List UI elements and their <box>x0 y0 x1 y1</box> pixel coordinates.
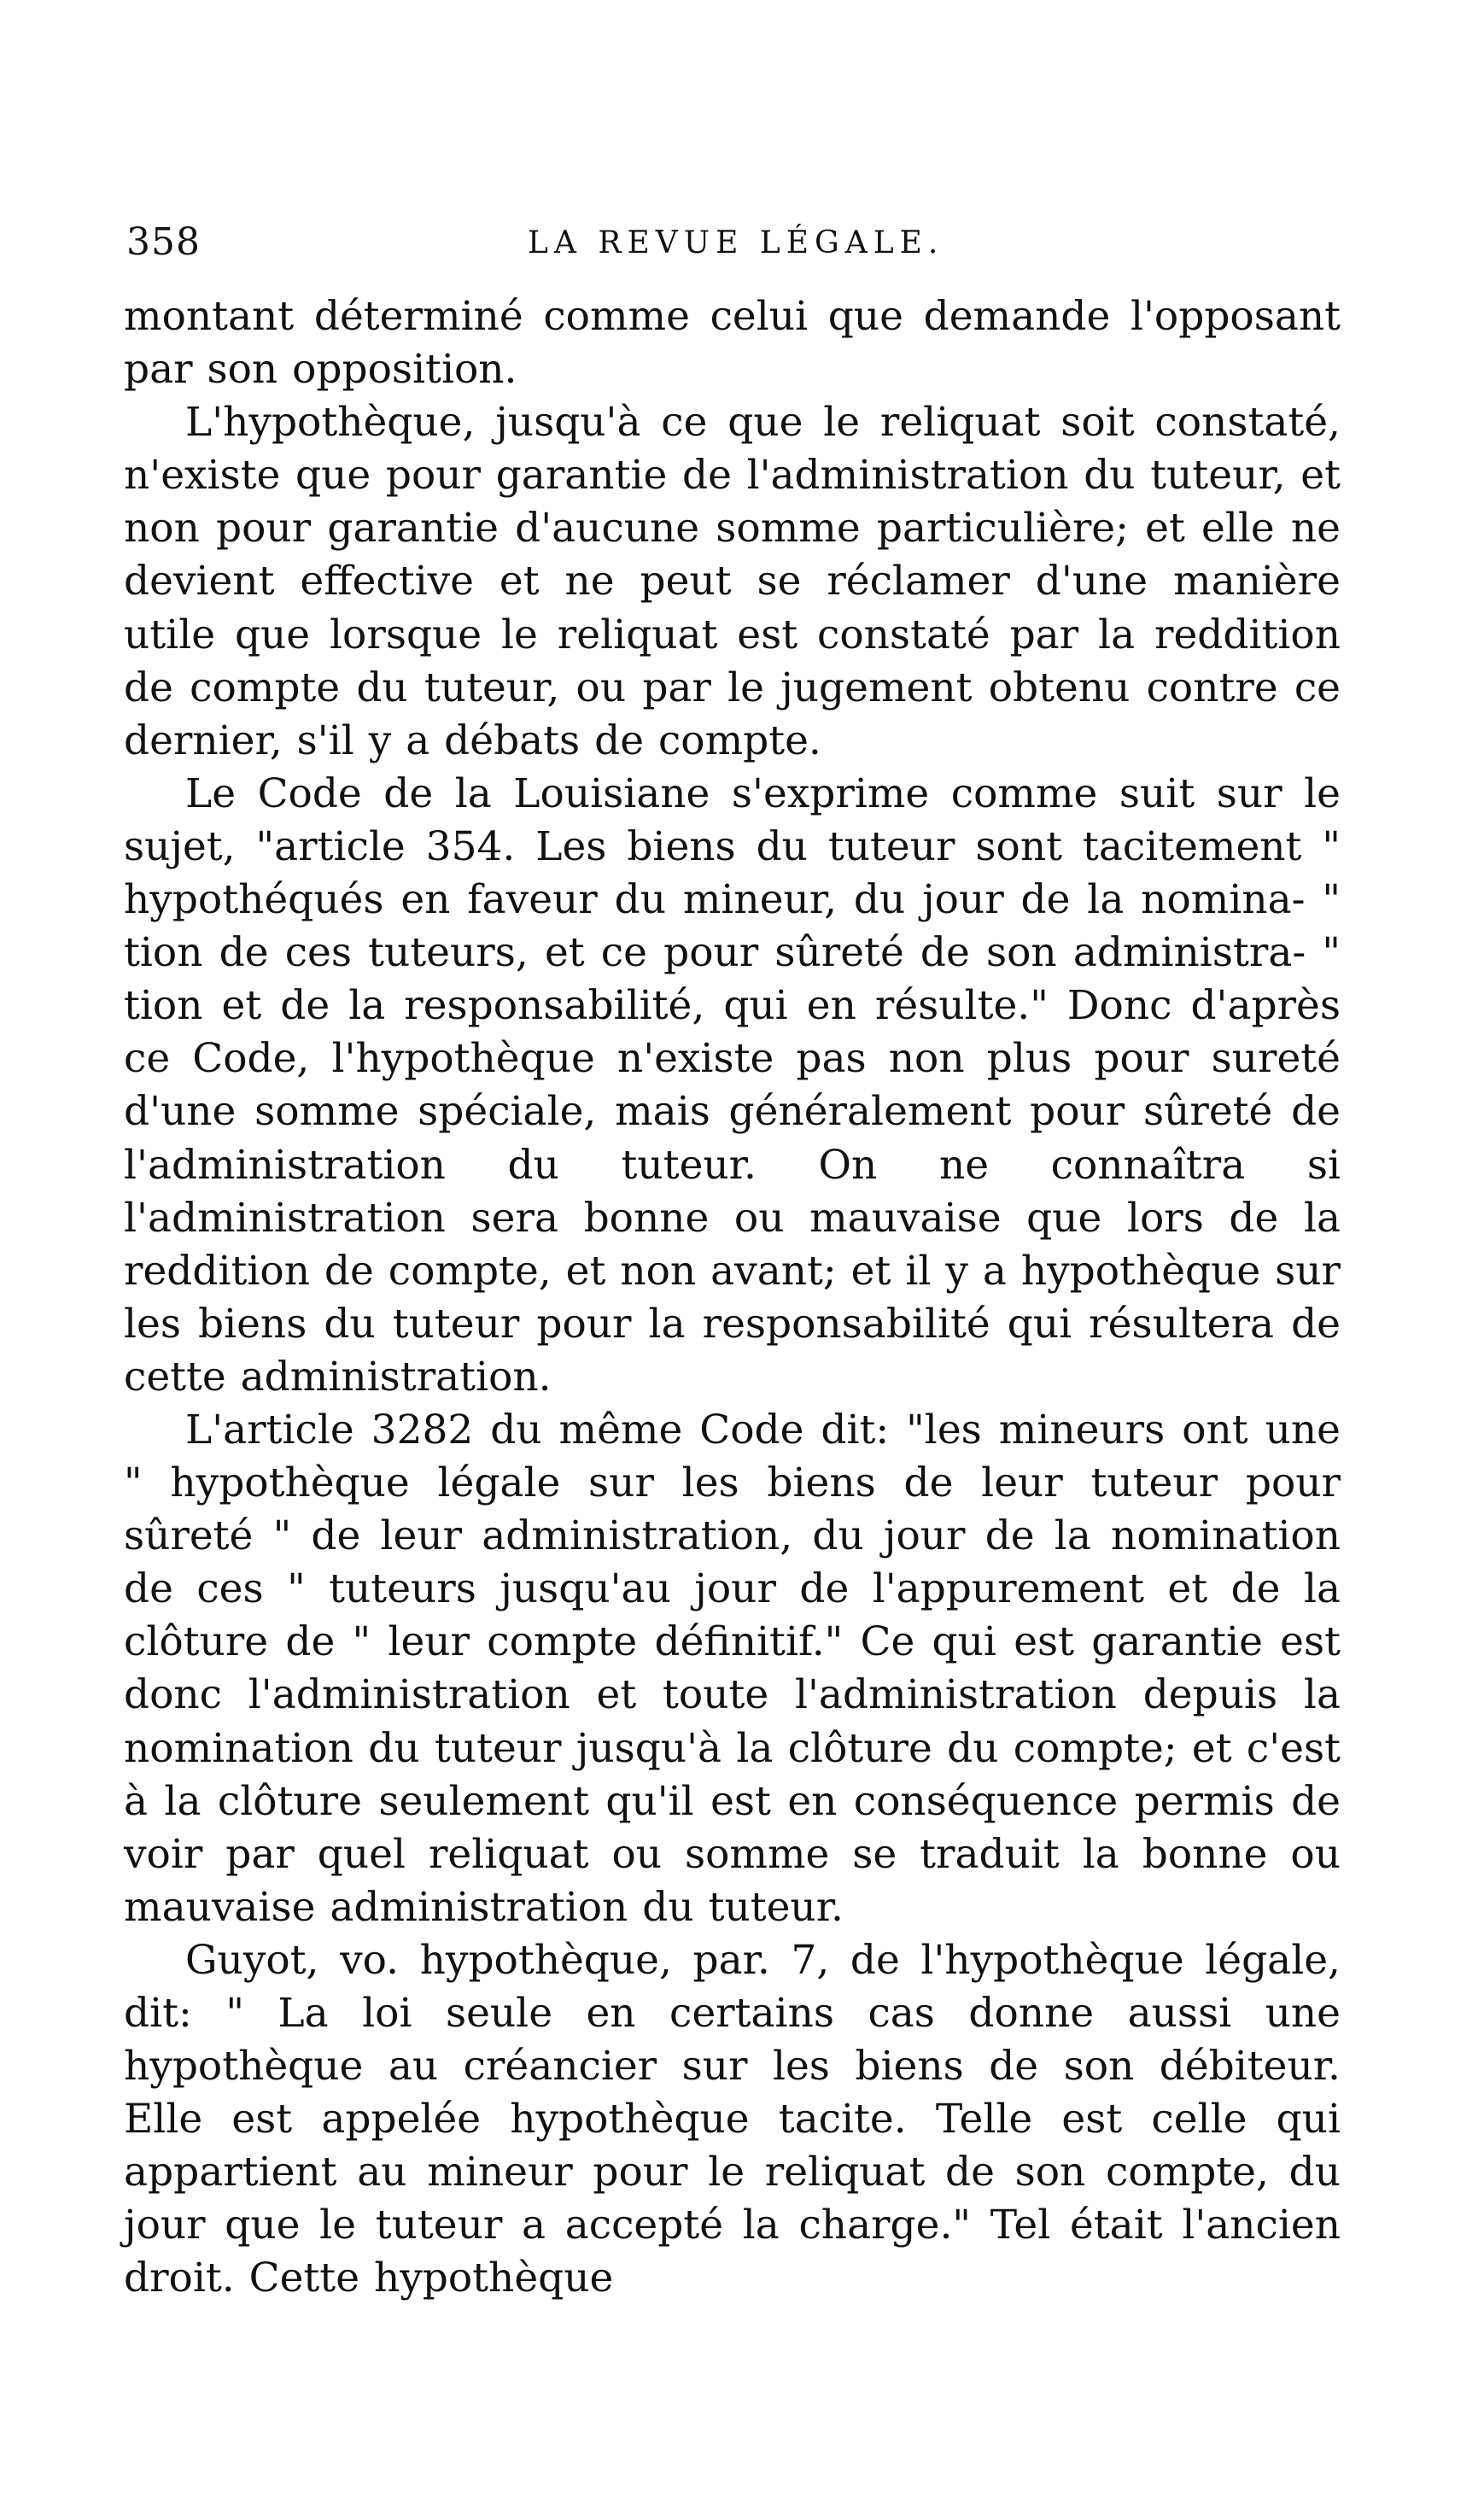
paragraph-2: L'hypothèque, jusqu'à ce que le reliquat soit constaté, n'existe que pour garantie de l'administration du tuteur, et non pour garantie d'aucune somme particulière; et elle ne devient effective et ne peut se réclamer d'une manière utile que lorsque le reliquat est constaté par la reddition de compte du tuteur, ou par le jugement obtenu contre ce dernier, s'il y a débats de compte. <box>124 399 1341 764</box>
page-header <box>126 220 1356 272</box>
paragraph-3: Le Code de la Louisiane s'exprime comme suit sur le sujet, "article 354. Les biens du tuteur sont tacitement " hypothéqués en faveur du mineur, du jour de la nomina- " tion de ces tuteurs, et ce pour sûreté de son administra- " tion et de la responsabilité, qui en résulte." Donc d'après ce Code, l'hypothèque n'existe pas non plus pour sureté d'une somme spéciale, mais généralement pour sûreté de l'administration du tuteur. On ne connaîtra si l'administration sera bonne ou mauvaise que lors de la reddition de compte, et non avant; et il y a hypothèque sur les biens du tuteur pour la responsabilité qui résultera de cette administration. <box>124 769 1341 1401</box>
paragraph-5: Guyot, vo. hypothèque, par. 7, de l'hypothèque légale, dit: " La loi seule en certains cas donne aussi une hypothèque au créancier sur les biens de son débiteur. Elle est appelée hypothèque tacite. Telle est celle qui appartient au mineur pour le reliquat de son compte, du jour que le tuteur a accepté la charge." Tel était l'ancien droit. Cette hypothèque <box>124 1936 1341 2302</box>
running-title: LA REVUE LÉGALE. <box>528 225 944 260</box>
paragraph-4: L'article 3282 du même Code dit: "les mineurs ont une " hypothèque légale sur les biens de leur tuteur pour sûreté " de leur administration, du jour de la nomination de ces " tuteurs jusqu'au jour de l'appurement et de la clôture de " leur compte définitif." Ce qui est garantie est donc l'administration et toute l'administration depuis la nomination du tuteur jusqu'à la clôture du compte; et c'est à la clôture seulement qu'il est en conséquence permis de voir par quel reliquat ou somme se traduit la bonne ou mauvaise administration du tuteur. <box>124 1406 1341 1931</box>
paragraph-1: montant déterminé comme celui que demande l'opposant par son opposition. <box>124 293 1341 394</box>
body-text <box>124 290 1341 2306</box>
page-number: 358 <box>126 220 201 264</box>
